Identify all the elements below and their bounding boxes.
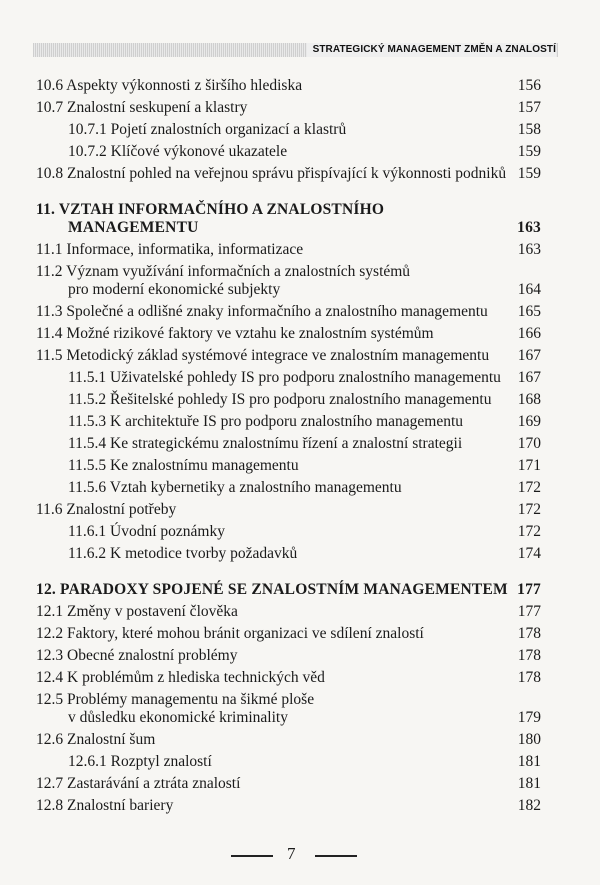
page-footer — [0, 844, 600, 864]
footer-rule-left — [231, 855, 273, 857]
footer-rule-right — [315, 855, 357, 857]
running-header: STRATEGICKÝ MANAGEMENT ZMĚN A ZNALOSTÍ — [307, 43, 556, 57]
page-number: 7 — [287, 844, 296, 863]
